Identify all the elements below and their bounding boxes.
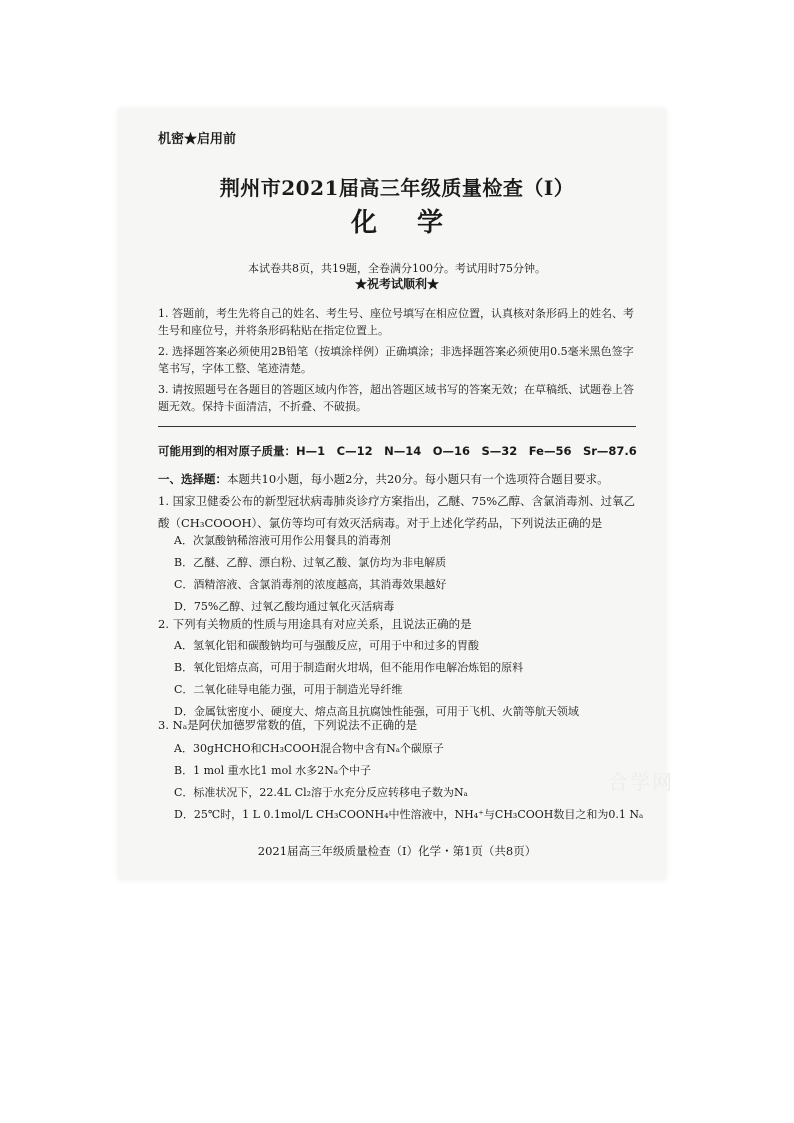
question-1-option-a: A．次氯酸钠稀溶液可用作公用餐具的消毒剂 — [174, 534, 391, 547]
question-1-stem: 1. 国家卫健委公布的新型冠状病毒肺炎诊疗方案指出，乙醚、75%乙醇、含氯消毒剂、过氧乙酸（CH₃COOOH）、氯仿等均可有效灭活病毒。对于上述化学药品，下列说法正确的是 — [158, 494, 636, 530]
question-3-option-d: D．25℃时，1 L 0.1mol/L CH₃COONH₄中性溶液中，NH₄⁺与CH₃COOH数目之和为0.1 Nₐ — [174, 808, 644, 821]
question-2-option-c: C．二氧化硅导电能力强，可用于制造光导纤维 — [174, 683, 403, 696]
divider — [158, 426, 636, 427]
section-label: 一、选择题： — [158, 472, 227, 486]
question-2-option-d: D．金属钛密度小、硬度大、熔点高且抗腐蚀性能强，可用于飞机、火箭等航天领域 — [174, 705, 579, 718]
section-desc: 本题共10小题，每小题2分，共20分。每小题只有一个选项符合题目要求。 — [227, 472, 609, 486]
good-luck-line: ★祝考试顺利★ — [354, 277, 439, 291]
question-3-option-b: B．1 mol 重水比1 mol 水多2Nₐ个中子 — [174, 764, 372, 777]
question-2-option-a: A．氢氧化铝和碳酸钠均可与强酸反应，可用于中和过多的胃酸 — [174, 639, 479, 652]
question-2-stem: 2. 下列有关物质的性质与用途具有对应关系，且说法正确的是 — [158, 617, 472, 631]
page-footer: 2021届高三年级质量检查（Ⅰ）化学・第1页（共8页） — [257, 844, 537, 858]
exam-title: 荆州市2021届高三年级质量检查（Ⅰ） — [219, 176, 575, 200]
watermark: 合学网 — [608, 770, 674, 794]
question-3-stem: 3. Nₐ是阿伏加德罗常数的值，下列说法不正确的是 — [158, 718, 418, 732]
note-2: 2. 选择题答案必须使用2B铅笔（按填涂样例）正确填涂；非选择题答案必须使用0.5毫米黑色签字笔书写，字体工整、笔迹清楚。 — [158, 345, 634, 375]
subject-title: 化学 — [350, 208, 483, 238]
atomic-masses: 可能用到的相对原子质量：H—1 C—12 N—14 O—16 S—32 Fe—56 Sr—87.6 — [158, 444, 637, 458]
question-1-option-d: D．75%乙醇、过氧乙酸均通过氧化灭活病毒 — [174, 600, 395, 613]
note-1: 1. 答题前，考生先将自己的姓名、考生号、座位号填写在相应位置，认真核对条形码上的姓名、考生号和座位号，并将条形码粘贴在指定位置上。 — [158, 307, 634, 337]
question-1-option-c: C．酒精溶液、含氯消毒剂的浓度越高，其消毒效果越好 — [174, 578, 447, 591]
question-3-option-a: A．30gHCHO和CH₃COOH混合物中含有Nₐ个碳原子 — [174, 742, 444, 755]
confidential-label: 机密★启用前 — [158, 132, 237, 147]
section-heading — [158, 471, 609, 487]
exam-info: 本试卷共8页，共19题，全卷满分100分。考试用时75分钟。 — [248, 262, 546, 275]
question-1-option-b: B．乙醚、乙醇、漂白粉、过氧乙酸、氯仿均为非电解质 — [174, 556, 447, 569]
question-3-option-c: C．标准状况下，22.4L Cl₂溶于水充分反应转移电子数为Nₐ — [174, 786, 468, 799]
note-3: 3. 请按照题号在各题目的答题区域内作答，超出答题区域书写的答案无效；在草稿纸、试题卷上答题无效。保持卡面清洁，不折叠、不破损。 — [158, 383, 634, 413]
question-2-option-b: B．氧化铝熔点高，可用于制造耐火坩埚，但不能用作电解冶炼铝的原料 — [174, 661, 524, 674]
